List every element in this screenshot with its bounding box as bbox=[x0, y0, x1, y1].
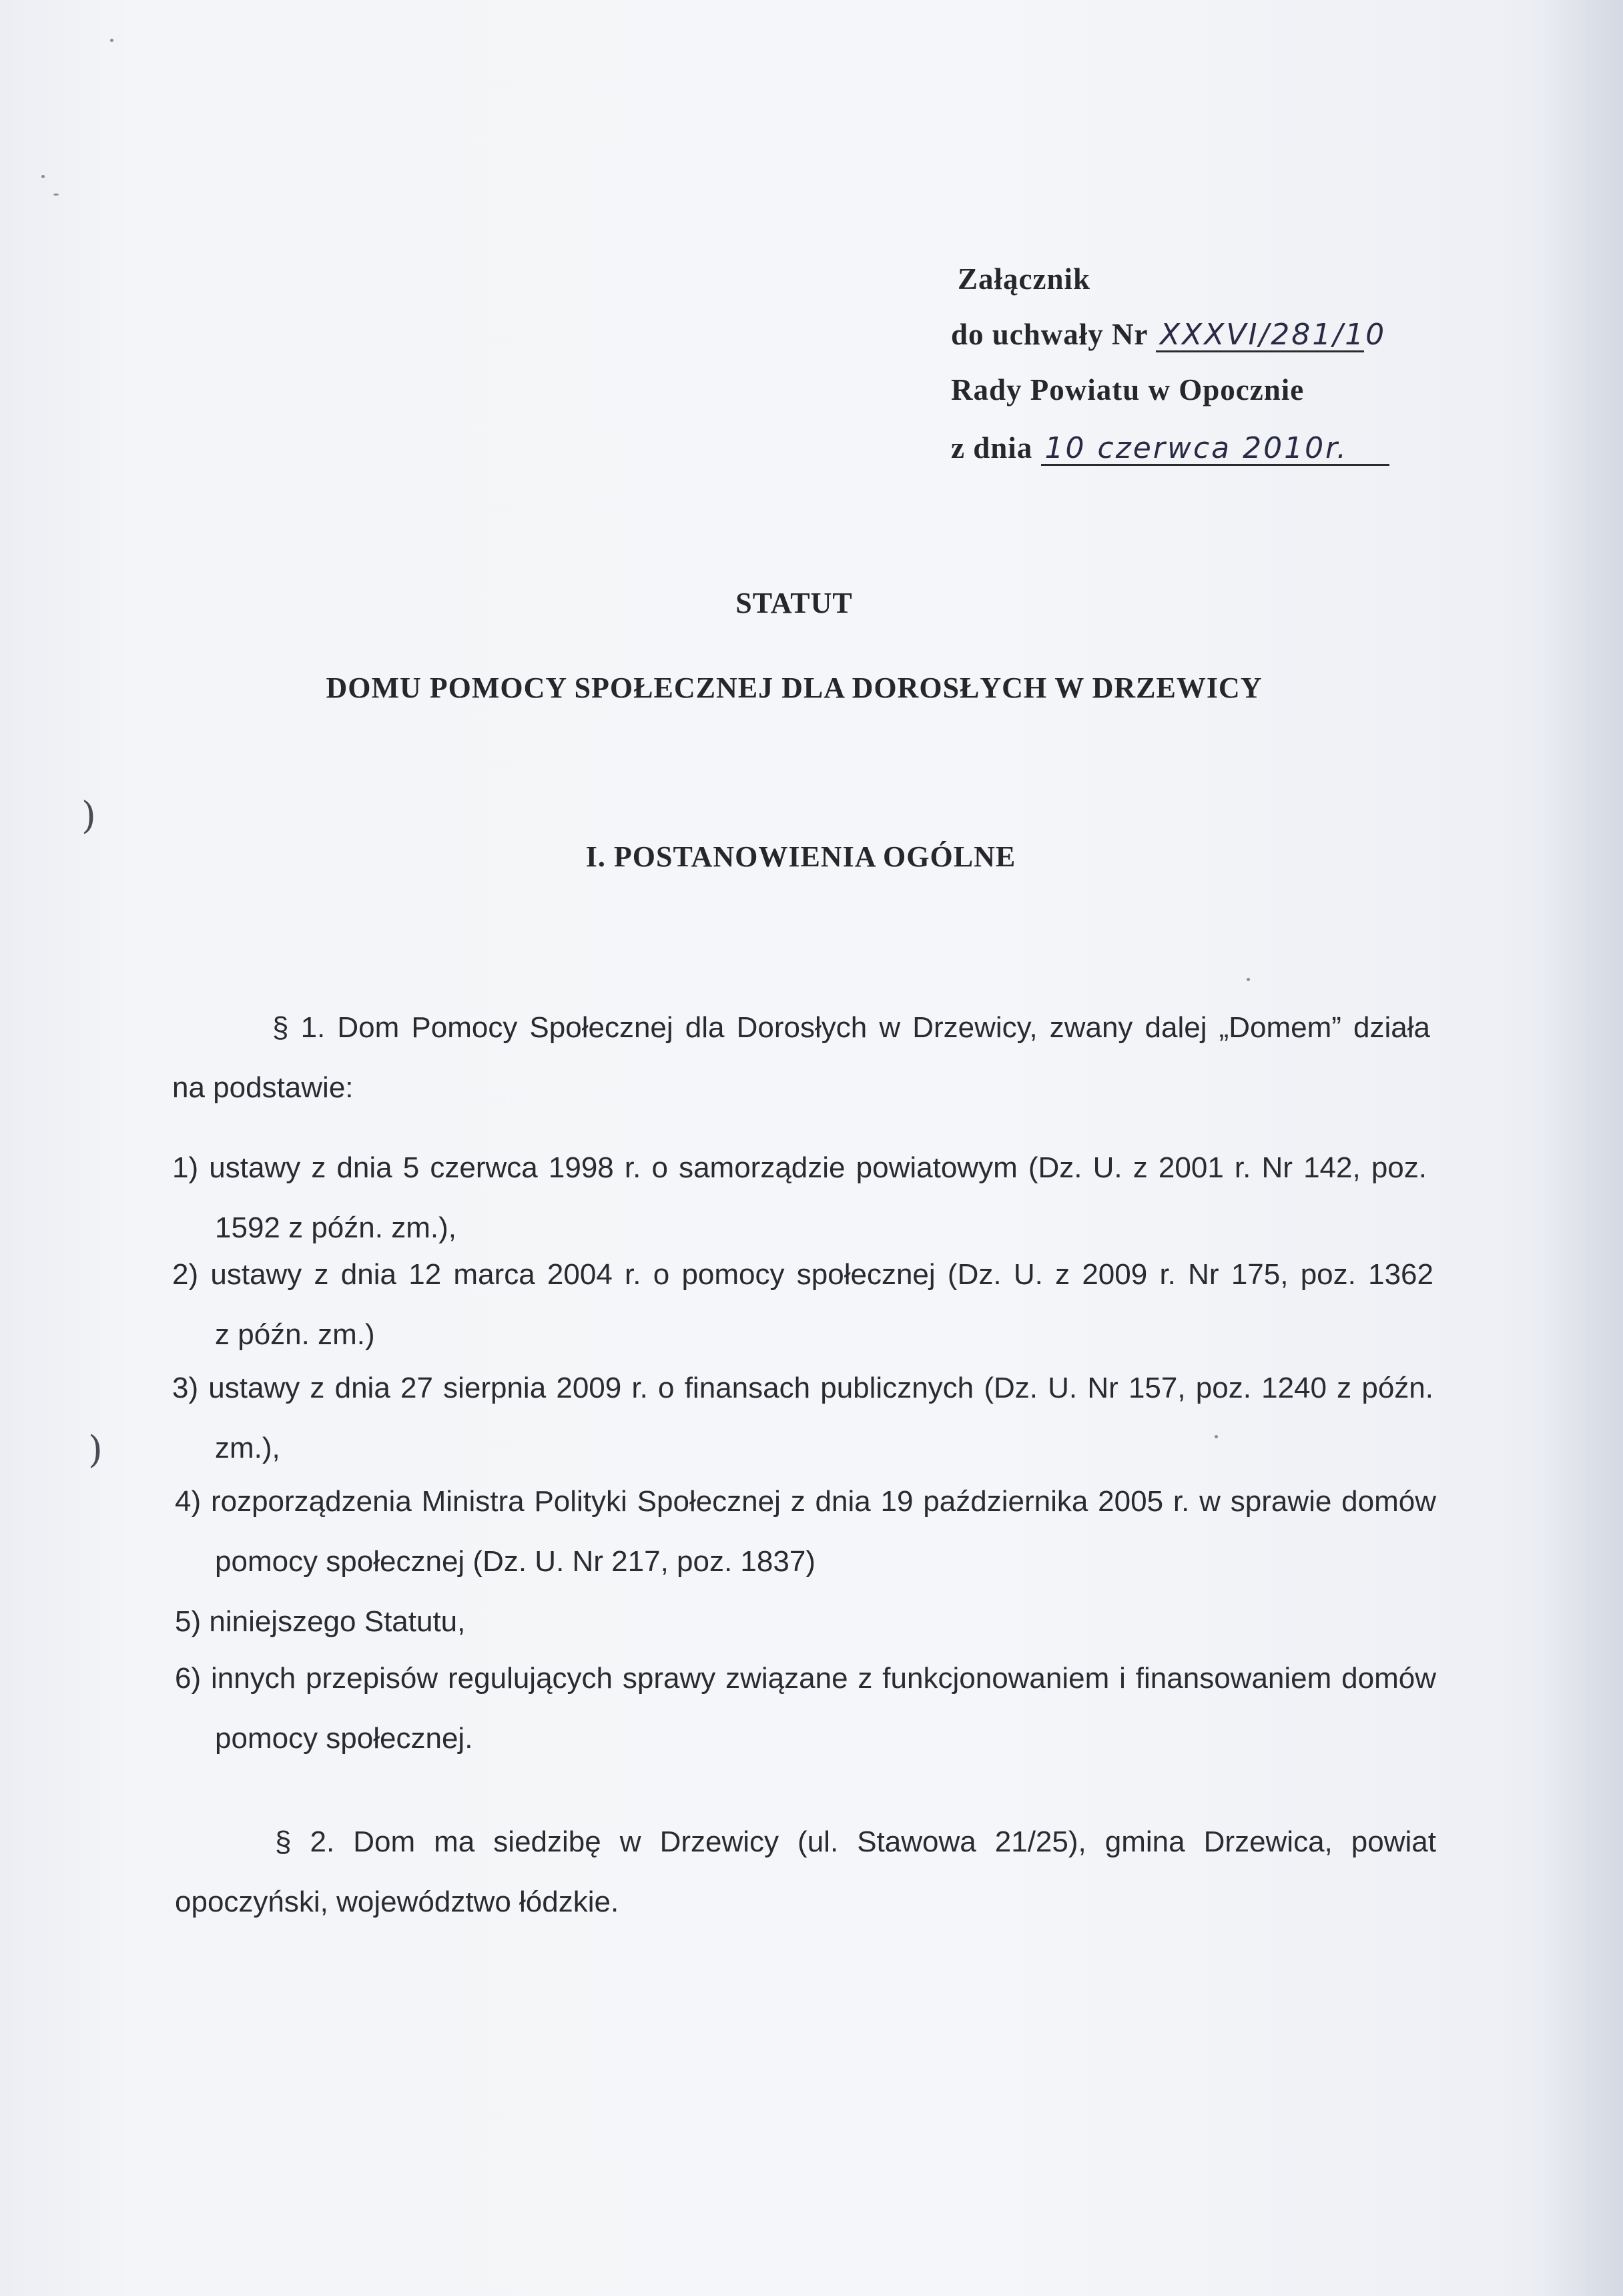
list-item-2-line-1: 2) ustawy z dnia 12 marca 2004 r. o pomocy społecznej (Dz. U. z 2009 r. Nr 175, poz. 1362 bbox=[172, 1258, 1433, 1291]
list-item-2-line-2: z późn. zm.) bbox=[215, 1318, 375, 1351]
document-title: STATUT bbox=[735, 587, 853, 619]
margin-bracket-mark: ) bbox=[81, 794, 96, 838]
paragraph-1-line-2: na podstawie: bbox=[172, 1071, 354, 1104]
list-item-5: 5) niniejszego Statutu, bbox=[175, 1605, 466, 1638]
margin-bracket-mark: ) bbox=[88, 1428, 103, 1472]
attachment-label: Załącznik bbox=[958, 262, 1091, 296]
date-value: 10 czerwca 2010r. bbox=[1041, 433, 1389, 466]
scan-edge-shadow bbox=[1543, 0, 1623, 2296]
paragraph-1-line-1: § 1. Dom Pomocy Społecznej dla Dorosłych w Drzewicy, zwany dalej „Domem” działa bbox=[272, 1011, 1430, 1044]
resolution-line bbox=[951, 317, 1387, 352]
list-item-4-line-2: pomocy społecznej (Dz. U. Nr 217, poz. 1837) bbox=[215, 1545, 816, 1578]
list-item-1-line-1: 1) ustawy z dnia 5 czerwca 1998 r. o samorządzie powiatowym (Dz. U. z 2001 r. Nr 142, poz. bbox=[172, 1151, 1427, 1184]
scan-speck bbox=[53, 194, 59, 196]
date-line bbox=[951, 431, 1389, 466]
list-item-4-line-1: 4) rozporządzenia Ministra Polityki Społecznej z dnia 19 października 2005 r. w sprawie domów bbox=[175, 1485, 1436, 1518]
section-heading: I. POSTANOWIENIA OGÓLNE bbox=[585, 840, 1016, 873]
council-name: Rady Powiatu w Opocznie bbox=[951, 373, 1305, 406]
list-item-3-line-2: zm.), bbox=[215, 1432, 280, 1464]
list-item-6-line-1: 6) innych przepisów regulujących sprawy związane z funkcjonowaniem i finansowaniem domów bbox=[175, 1662, 1436, 1695]
resolution-prefix: do uchwały Nr bbox=[951, 318, 1148, 351]
scan-speck bbox=[110, 39, 113, 42]
scan-speck bbox=[1247, 978, 1250, 981]
paragraph-2-line-2: opoczyński, województwo łódzkie. bbox=[175, 1886, 619, 1918]
date-prefix: z dnia bbox=[951, 431, 1033, 465]
resolution-number: XXXVI/281/10 bbox=[1156, 320, 1364, 352]
scan-speck bbox=[1215, 1435, 1218, 1438]
document-subtitle: DOMU POMOCY SPOŁECZNEJ DLA DOROSŁYCH W DRZEWICY bbox=[326, 671, 1263, 704]
list-item-3-line-1: 3) ustawy z dnia 27 sierpnia 2009 r. o finansach publicznych (Dz. U. Nr 157, poz. 1240 z późn. bbox=[172, 1372, 1433, 1404]
paragraph-2-line-1: § 2. Dom ma siedzibę w Drzewicy (ul. Stawowa 21/25), gmina Drzewica, powiat bbox=[275, 1825, 1436, 1858]
scan-speck bbox=[41, 175, 45, 178]
list-item-1-line-2: 1592 z późn. zm.), bbox=[215, 1211, 456, 1244]
list-item-6-line-2: pomocy społecznej. bbox=[215, 1722, 473, 1755]
